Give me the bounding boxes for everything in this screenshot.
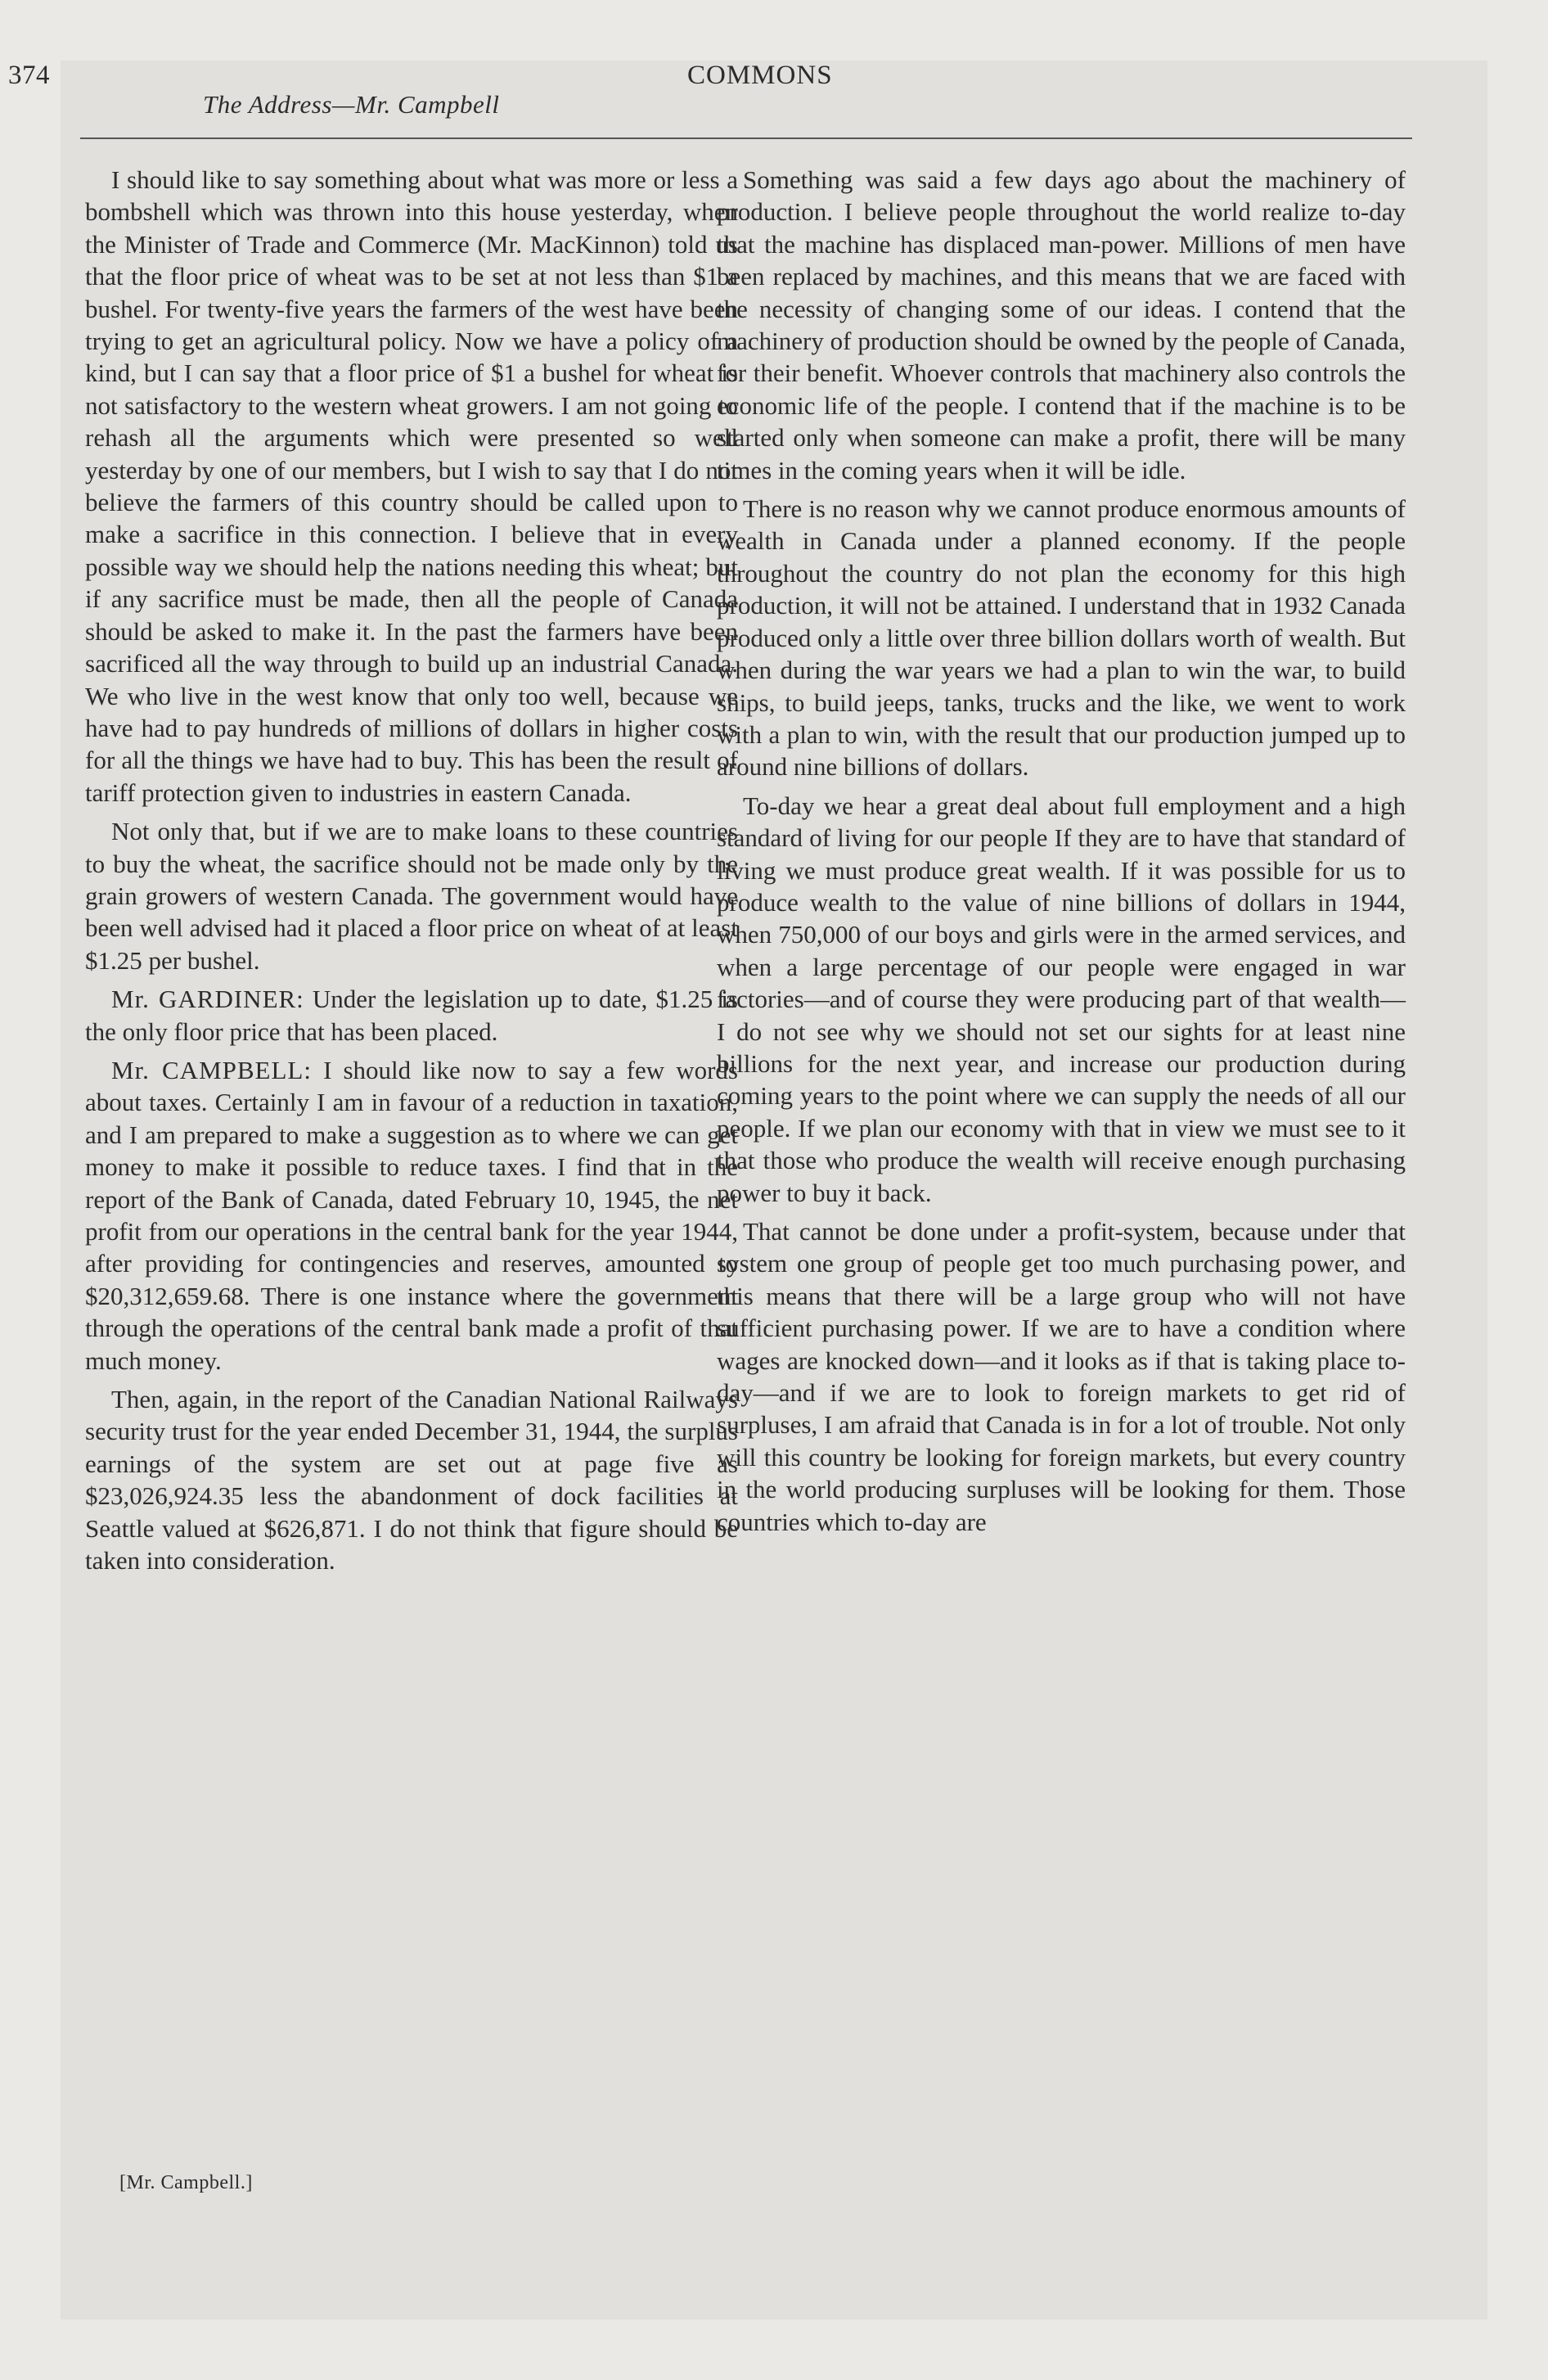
paragraph [85, 1054, 738, 1377]
speech-text: I should like now to say a few words about taxes. Certainly I am in favour of a reduction in taxation, and I am prepared to make a suggestion as to where we can get money to make it possible to reduce taxes. I find that in the report of the Bank of Canada, dated February 10, 1945, the net profit from our operations in the central bank for the year 1944, after providing for contingencies and reserves, amounted to $20,312,659.68. There is one instance where the government through the operations of the central bank made a profit of that much money. [85, 1055, 738, 1375]
house-heading: COMMONS [687, 61, 833, 90]
speech-text: Under the legislation up to date, $1.25 is the only floor price that has been placed. [85, 985, 738, 1046]
paragraph: Then, again, in the report of the Canadian National Railways security trust for the year ended December 31, 1944, the surplus earnings of the system are set out at page five as $23,026,924.35 less the abandonment of dock facilities at Seattle valued at $626,871. I do not think that figure should be taken into consideration. [85, 1385, 738, 1575]
paragraph: There is no reason why we cannot produce enormous amounts of wealth in Canada under a planned economy. If the people throughout the country do not plan the economy for this high production, it will not be attained. I understand that in 1932 Canada produced only a little over three billion dollars worth of wealth. But when during the war years we had a plan to win the war, to build ships, to build jeeps, tanks, trucks and the like, we went to work with a plan to win, with the result that our production jumped up to around nine billions of dollars. [717, 494, 1406, 782]
speaker-footnote: [Mr. Campbell.] [119, 2172, 253, 2193]
paragraph: To-day we hear a great deal about full employment and a high standard of living for our people If they are to have that standard of living we must produce great wealth. If it was possible for us to produce wealth to the value of nine billions of dollars in 1944, when 750,000 of our boys and girls were in the armed services, and when a large percentage of our people were engaged in war factories—and of course they were producing part of that wealth—I do not see why we should not set our sights for at least nine billions for the next year, and increase our production during coming years to the point where we can supply the needs of all our people. If we plan our economy with that in view we must see to it that those who produce the wealth will receive enough purchasing power to buy it back. [717, 791, 1406, 1207]
speaker-name: Mr. GARDINER: [111, 985, 304, 1014]
page-number: 374 [8, 61, 50, 90]
running-head: The Address—Mr. Campbell [203, 90, 500, 119]
paragraph: Something was said a few days ago about the machinery of production. I believe people throughout the world realize to-day that the machine has displaced man-power. Millions of men have been replaced by machines, and this means that we are faced with the necessity of changing some of our ideas. I contend that the machinery of production should be owned by the people of Canada, for their benefit. Whoever controls that machinery also controls the economic life of the people. I contend that if the machine is to be started only when someone can make a profit, there will be many times in the coming years when it will be idle. [717, 165, 1406, 485]
paragraph: I should like to say something about what was more or less a bombshell which was thrown into this house yesterday, when the Minister of Trade and Commerce (Mr. MacKinnon) told us that the floor price of wheat was to be set at not less than $1 a bushel. For twenty-five years the farmers of the west have been trying to get an agricultural policy. Now we have a policy of a kind, but I can say that a floor price of $1 a bushel for wheat is not satisfactory to the western wheat growers. I am not going to rehash all the arguments which were presented so well yesterday by one of our members, but I wish to say that I do not believe the farmers of this country should be called upon to make a sacrifice in this connection. I believe that in every possible way we should help the nations needing this wheat; but if any sacrifice must be made, then all the people of Canada should be asked to make it. In the past the farmers have been sacrificed all the way through to build up an industrial Canada. We who live in the west know that only too well, because we have had to pay hundreds of millions of dollars in higher costs for all the things we have had to buy. This has been the result of tariff protection given to industries in eastern Canada. [85, 165, 738, 807]
left-column [85, 164, 738, 1583]
paragraph: That cannot be done under a profit-system, because under that system one group of people get too much purchasing power, and this means that there will be a large group who will not have sufficient purchasing power. If we are to have a condition where wages are knocked down—and it looks as if that is taking place to-day—and if we are to look to foreign markets to get rid of surpluses, I am afraid that Canada is in for a lot of trouble. Not only will this country be looking for foreign markets, but every country in the world producing surpluses will be looking for them. Those countries which to-day are [717, 1217, 1406, 1536]
right-column [717, 164, 1406, 1544]
speaker-name: Mr. CAMPBELL: [111, 1055, 312, 1084]
paragraph [85, 983, 738, 1048]
header-rule [80, 137, 1412, 139]
paragraph: Not only that, but if we are to make loans to these countries to buy the wheat, the sacrifice should not be made only by the grain growers of western Canada. The government would have been well advised had it placed a floor price on wheat of at least $1.25 per bushel. [85, 817, 738, 975]
